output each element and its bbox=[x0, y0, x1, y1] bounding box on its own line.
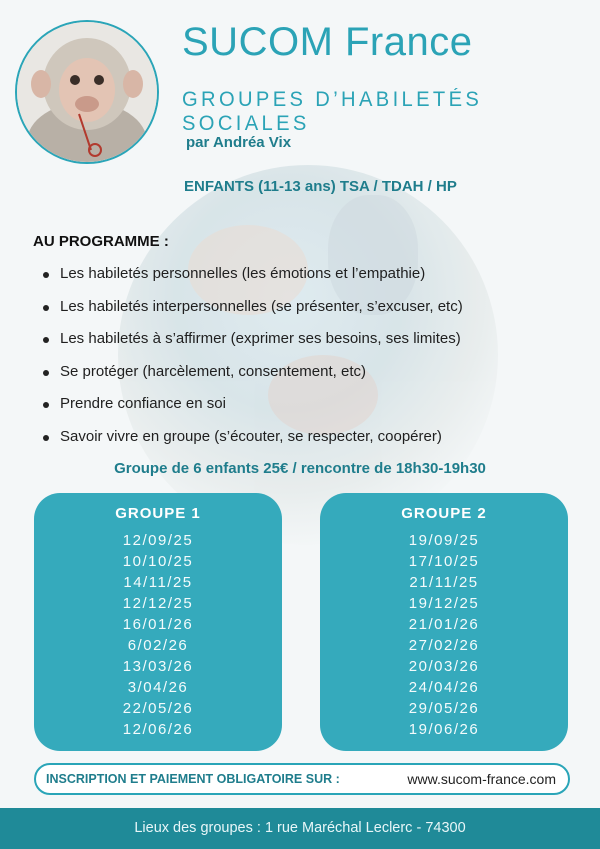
program-item: Savoir vivre en groupe (s’écouter, se respecter, coopérer) bbox=[40, 421, 463, 454]
website-link[interactable]: www.sucom-france.com bbox=[407, 771, 556, 787]
session-date: 19/12/25 bbox=[408, 595, 480, 612]
registration-label: INSCRIPTION ET PAIEMENT OBLIGATOIRE SUR : bbox=[46, 772, 340, 786]
session-date: 12/09/25 bbox=[122, 532, 194, 549]
program-item: Les habiletés interpersonnelles (se présenter, s’excuser, etc) bbox=[40, 291, 463, 324]
session-date: 10/10/25 bbox=[122, 553, 194, 570]
page-subtitle: GROUPES D’HABILETÉS SOCIALES bbox=[182, 88, 483, 135]
group-title: GROUPE 1 bbox=[115, 505, 201, 522]
session-date: 20/03/26 bbox=[408, 658, 480, 675]
session-date: 17/10/25 bbox=[408, 553, 480, 570]
session-date: 19/09/25 bbox=[408, 532, 480, 549]
date-list bbox=[320, 530, 568, 740]
pricing-info: Groupe de 6 enfants 25€ / rencontre de 18h30-19h30 bbox=[114, 460, 486, 477]
registration-banner bbox=[34, 763, 570, 795]
session-date: 12/06/26 bbox=[122, 721, 194, 738]
page-title: SUCOM France bbox=[182, 20, 473, 64]
session-date: 21/01/26 bbox=[408, 616, 480, 633]
session-date: 3/04/26 bbox=[127, 679, 189, 696]
group-2-card bbox=[320, 493, 568, 751]
group-1-card bbox=[34, 493, 282, 751]
program-item: Les habiletés à s’affirmer (exprimer ses besoins, ses limites) bbox=[40, 323, 463, 356]
program-item: Se protéger (harcèlement, consentement, etc) bbox=[40, 356, 463, 389]
session-date: 22/05/26 bbox=[122, 700, 194, 717]
session-date: 21/11/25 bbox=[409, 574, 479, 591]
session-date: 19/06/26 bbox=[408, 721, 480, 738]
date-list bbox=[34, 530, 282, 740]
session-date: 24/04/26 bbox=[408, 679, 480, 696]
session-date: 6/02/26 bbox=[127, 637, 189, 654]
author-line: par Andréa Vix bbox=[186, 134, 292, 151]
session-date: 13/03/26 bbox=[122, 658, 194, 675]
audience-line: ENFANTS (11-13 ans) TSA / TDAH / HP bbox=[184, 178, 457, 195]
session-date: 27/02/26 bbox=[408, 637, 480, 654]
program-item: Les habiletés personnelles (les émotions et l’empathie) bbox=[40, 258, 463, 291]
program-list bbox=[40, 258, 463, 453]
monkey-icon bbox=[17, 22, 157, 162]
group-title: GROUPE 2 bbox=[401, 505, 487, 522]
footer-location: Lieux des groupes : 1 rue Maréchal Leclerc - 74300 bbox=[0, 808, 600, 849]
session-date: 14/11/25 bbox=[123, 574, 193, 591]
session-date: 16/01/26 bbox=[122, 616, 194, 633]
program-heading: AU PROGRAMME : bbox=[33, 233, 169, 250]
session-date: 29/05/26 bbox=[408, 700, 480, 717]
program-item: Prendre confiance en soi bbox=[40, 388, 463, 421]
monkey-portrait bbox=[15, 20, 159, 164]
session-date: 12/12/25 bbox=[122, 595, 194, 612]
